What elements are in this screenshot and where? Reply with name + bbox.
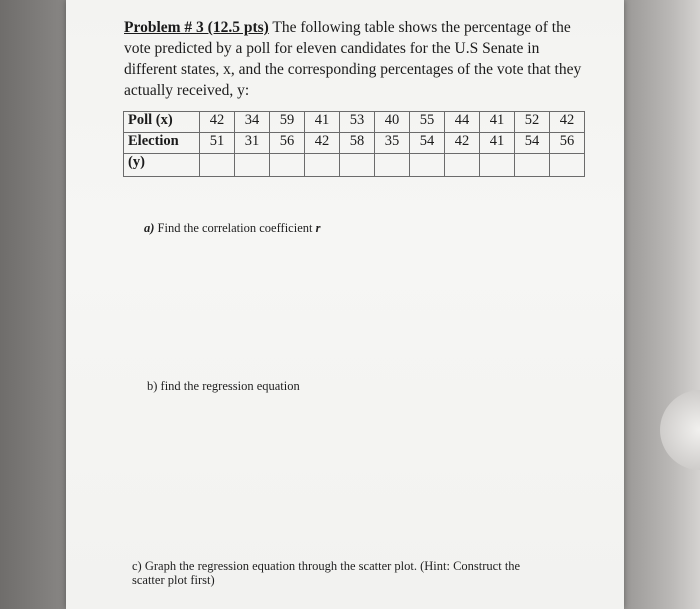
question-b: b) find the regression equation — [147, 379, 300, 393]
empty-cell — [480, 154, 515, 177]
background-left — [0, 0, 70, 609]
data-table — [123, 111, 585, 177]
empty-cell — [305, 154, 340, 177]
question-a-variable: r — [315, 221, 321, 235]
poll-cell: 41 — [305, 112, 340, 133]
empty-cell — [235, 154, 270, 177]
election-cell: 51 — [200, 133, 235, 154]
election-cell: 42 — [445, 133, 480, 154]
poll-cell: 55 — [410, 112, 445, 133]
empty-cell — [445, 154, 480, 177]
question-a — [144, 221, 320, 236]
election-cell: 54 — [515, 133, 550, 154]
poll-cell: 44 — [445, 112, 480, 133]
election-cell: 56 — [270, 133, 305, 154]
poll-row — [124, 112, 585, 133]
background-right — [624, 0, 700, 609]
election-row-label-y: (y) — [124, 154, 200, 177]
poll-row-label: Poll (x) — [124, 112, 200, 133]
election-row-label: Election — [124, 133, 200, 154]
poll-cell: 42 — [550, 112, 585, 133]
empty-cell — [410, 154, 445, 177]
election-cell: 41 — [480, 133, 515, 154]
empty-cell — [515, 154, 550, 177]
poll-cell: 41 — [480, 112, 515, 133]
problem-title: Problem # 3 (12.5 pts) — [124, 19, 269, 36]
poll-cell: 42 — [200, 112, 235, 133]
election-cell: 56 — [550, 133, 585, 154]
election-cell: 58 — [340, 133, 375, 154]
worksheet-page — [66, 0, 624, 609]
question-c: c) Graph the regression equation through the scatter plot. (Hint: Construct the scatter plot first) — [132, 559, 521, 587]
problem-statement — [124, 17, 594, 101]
empty-cell — [200, 154, 235, 177]
poll-cell: 53 — [340, 112, 375, 133]
election-cell: 54 — [410, 133, 445, 154]
empty-cell — [550, 154, 585, 177]
poll-cell: 34 — [235, 112, 270, 133]
question-a-text: Find the correlation coefficient — [157, 221, 313, 235]
problem-text: The following table shows the percentage of the vote predicted by a poll for eleven candidates for the U.S Senate in different states, x, and the corresponding percentages of the vote that they actually received, y: — [124, 19, 582, 99]
election-cell: 31 — [235, 133, 270, 154]
poll-cell: 59 — [270, 112, 305, 133]
question-a-letter: a) — [144, 221, 155, 235]
poll-cell: 52 — [515, 112, 550, 133]
election-row-continued — [124, 154, 585, 177]
empty-cell — [270, 154, 305, 177]
empty-cell — [375, 154, 410, 177]
poll-cell: 40 — [375, 112, 410, 133]
election-row — [124, 133, 585, 154]
empty-cell — [340, 154, 375, 177]
election-cell: 42 — [305, 133, 340, 154]
election-cell: 35 — [375, 133, 410, 154]
